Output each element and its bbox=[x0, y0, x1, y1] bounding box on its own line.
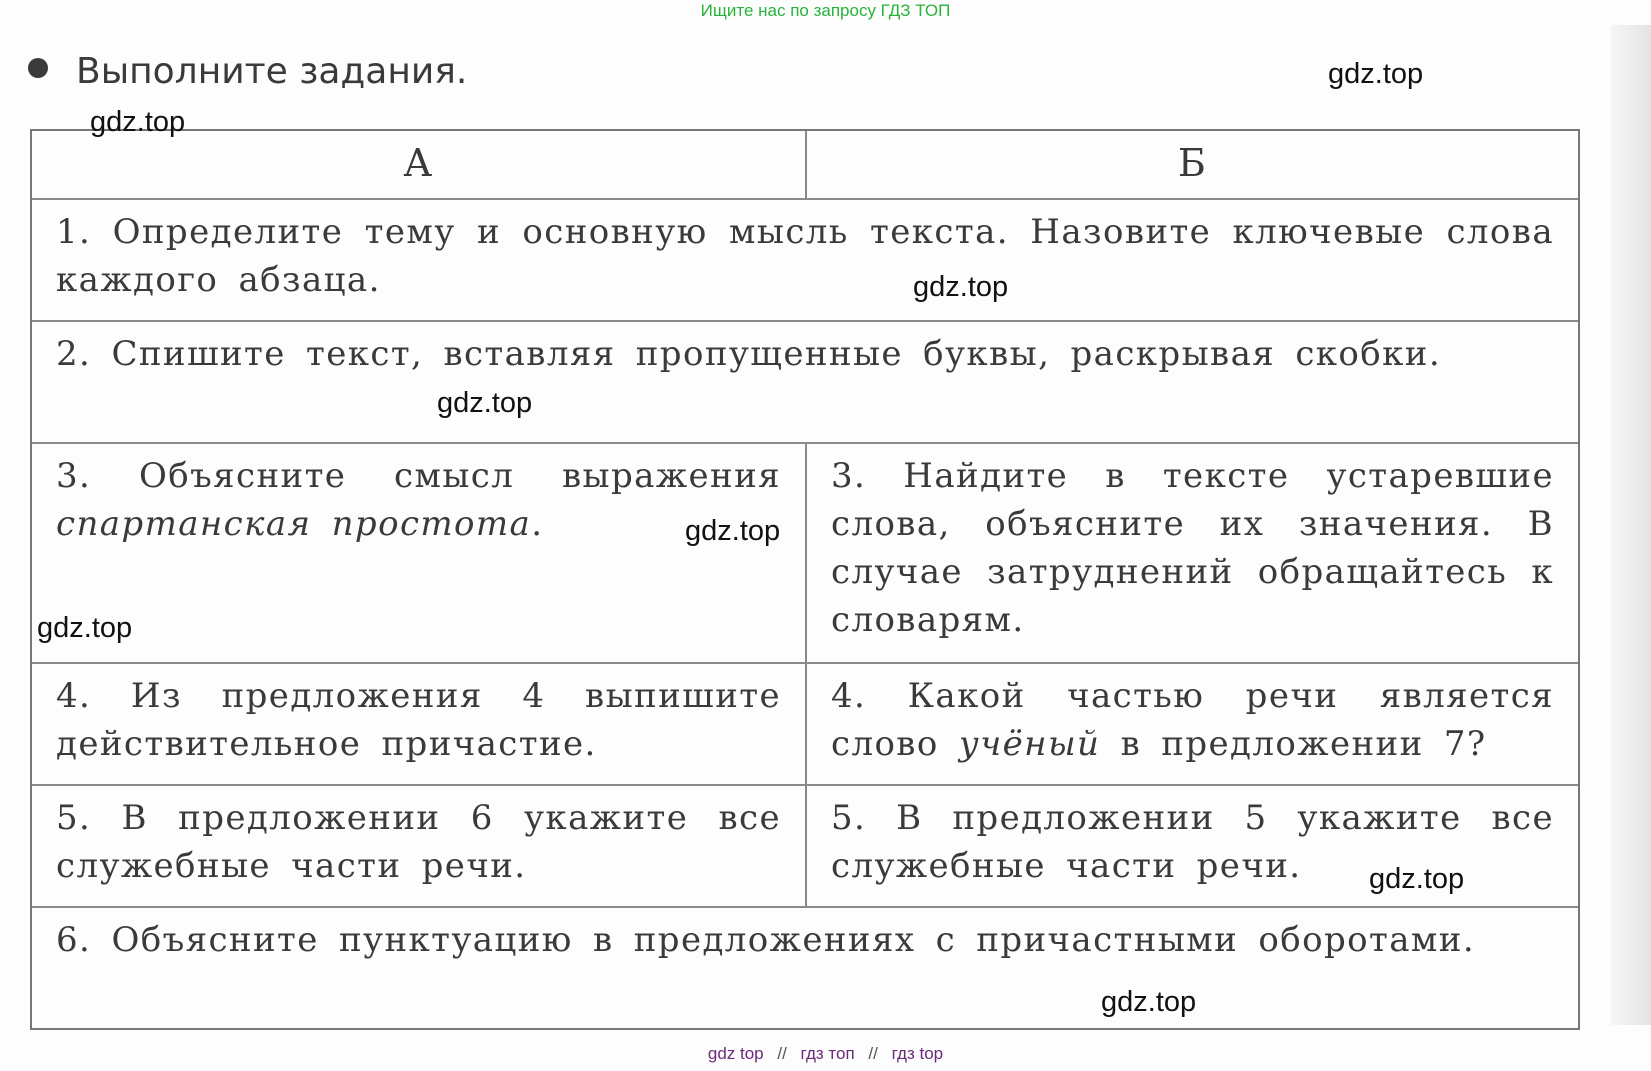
task-5a-cell: 5. В предложении 6 укажите все служебные части речи. bbox=[56, 798, 781, 886]
footer-link-1[interactable]: gdz top bbox=[707, 1044, 764, 1063]
footer-separator: // bbox=[868, 1044, 878, 1063]
task-4b-word: учёный bbox=[958, 724, 1101, 764]
table-row bbox=[32, 784, 1578, 906]
task-4b-suffix: в предложении 7? bbox=[1120, 724, 1487, 764]
footer-separator: // bbox=[777, 1044, 787, 1063]
page-edge-shadow bbox=[1611, 25, 1651, 1025]
watermark: gdz.top bbox=[1369, 863, 1465, 895]
task-4a-cell: 4. Из предложения 4 выпишите действительное причастие. bbox=[56, 676, 781, 764]
task-3a-cell bbox=[32, 444, 805, 662]
task-4b-text: 4. Какой частью речи является слово bbox=[831, 676, 1554, 764]
task-3a-text: 3. Объясните смысл выражения bbox=[56, 456, 781, 496]
watermark: gdz.top bbox=[1328, 58, 1424, 90]
watermark: gdz.top bbox=[90, 106, 186, 138]
footer-link-2[interactable]: гдз топ bbox=[800, 1044, 855, 1063]
task-5b-cell: 5. В предложении 5 укажите все служебные части речи. bbox=[805, 786, 1578, 906]
task-3a-phrase: спартанская простота bbox=[56, 504, 532, 544]
task-1-cell: 1. Определите тему и основную мысль текста. Назовите ключевые слова каждого абзаца. bbox=[56, 212, 1554, 300]
table-row bbox=[32, 662, 1578, 784]
watermark: gdz.top bbox=[685, 515, 781, 547]
heading-text: Выполните задания. bbox=[76, 51, 468, 92]
column-a-header: А bbox=[403, 141, 434, 185]
watermark: gdz.top bbox=[1101, 986, 1197, 1018]
table-header-row bbox=[32, 131, 1578, 198]
watermark: gdz.top bbox=[913, 271, 1009, 303]
top-banner: Ищите нас по запросу ГДЗ ТОП bbox=[700, 1, 951, 20]
watermark: gdz.top bbox=[37, 612, 133, 644]
task-2-cell: 2. Спишите текст, вставляя пропущенные буквы, раскрывая скобки. bbox=[56, 334, 1442, 374]
task-3b-cell: 3. Найдите в тексте устаревшие слова, объясните их значения. В случае затруднений обращайтесь к словарям. bbox=[805, 444, 1578, 662]
task-table bbox=[30, 129, 1580, 1030]
footer-link-3[interactable]: гдз top bbox=[891, 1044, 944, 1063]
table-row bbox=[32, 198, 1578, 320]
task-6-cell: 6. Объясните пунктуацию в предложениях с причастными оборотами. bbox=[56, 920, 1476, 960]
watermark: gdz.top bbox=[437, 387, 533, 419]
table-row bbox=[32, 320, 1578, 442]
task-heading bbox=[28, 48, 467, 96]
task-4b-cell bbox=[805, 664, 1578, 784]
footer-links bbox=[0, 1043, 1651, 1065]
table-row bbox=[32, 442, 1578, 662]
bullet-icon bbox=[28, 58, 48, 78]
table-row bbox=[32, 906, 1578, 1028]
column-b-header: Б bbox=[805, 131, 1578, 198]
task-3a-period: . bbox=[531, 504, 544, 544]
